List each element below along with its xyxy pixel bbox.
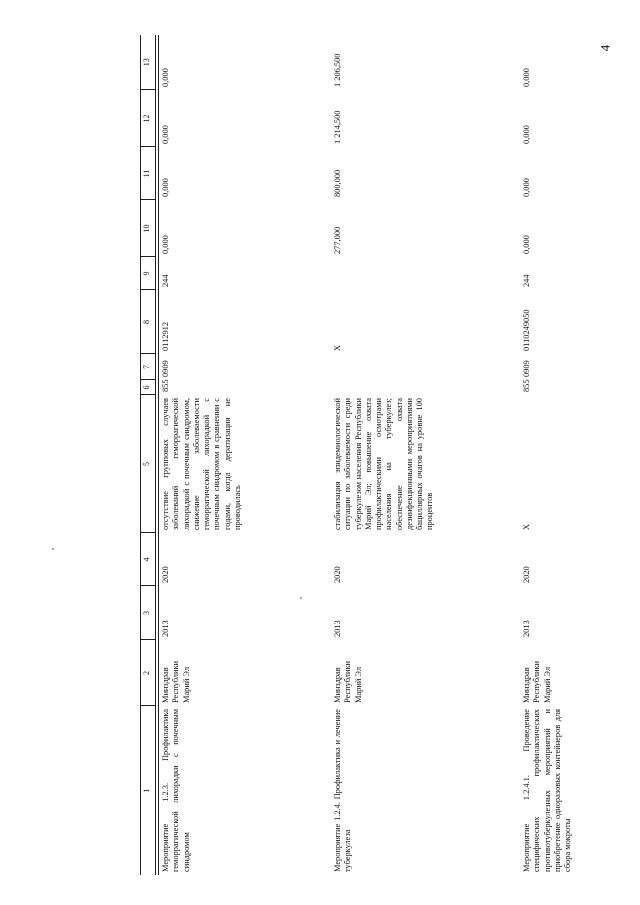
activity-name-cell: Мероприятие 1.2.4. Профилактика и лечение туберкулеза bbox=[333, 709, 353, 872]
grbs-code-cell: 855 bbox=[522, 379, 531, 392]
section-code-cell: 0909 bbox=[522, 360, 531, 377]
column-header: 13 bbox=[141, 35, 156, 90]
expense-type-code-cell: 244 bbox=[522, 274, 531, 287]
amount-cell: 0,000 bbox=[161, 68, 170, 87]
grbs-code-cell bbox=[331, 380, 520, 395]
target-article-code-cell: X bbox=[333, 344, 342, 351]
activity-name-cell: Мероприятие 1.2.3. Профилактика геморрагической лихорадки с почечным синдромом bbox=[161, 709, 191, 872]
table-row bbox=[520, 35, 626, 875]
executor-cell: Минздрав Республики Марий Эл bbox=[161, 660, 191, 703]
scan-speck bbox=[300, 597, 302, 599]
executor-cell: Минздрав Республики Марий Эл bbox=[333, 660, 363, 703]
expected-result-cell: отсутствие групповых случаев заболеваний геморрагической лихорадкой с почечным синдромом, снижение заболеваемости геморрагической лихорадкой с почечным синдромом в сравнении с годами, когда дератизация не проводилась bbox=[161, 398, 242, 530]
amount-cell: 277,000 bbox=[333, 226, 342, 254]
executor-cell: Минздрав Республики Марий Эл bbox=[522, 660, 552, 703]
column-header: 5 bbox=[141, 395, 156, 533]
table-row bbox=[331, 35, 520, 875]
amount-cell: 0,000 bbox=[522, 68, 531, 87]
end-year-cell: 2020 bbox=[161, 566, 170, 583]
target-article-code-cell: 0112912 bbox=[161, 321, 170, 351]
column-header: 11 bbox=[141, 147, 156, 200]
table-row bbox=[159, 35, 332, 875]
end-year-cell: 2020 bbox=[333, 566, 342, 583]
amount-cell: 0,000 bbox=[522, 178, 531, 197]
amount-cell: 0,000 bbox=[161, 235, 170, 254]
section-code-cell bbox=[331, 354, 520, 380]
start-year-cell: 2013 bbox=[333, 620, 342, 637]
expected-result-cell: X bbox=[522, 523, 531, 530]
rotated-table-area bbox=[140, 35, 623, 875]
program-activities-table bbox=[140, 35, 626, 875]
column-header: 12 bbox=[141, 90, 156, 147]
amount-cell: 0,000 bbox=[161, 125, 170, 144]
column-header: 10 bbox=[141, 200, 156, 257]
amount-cell: 0,000 bbox=[522, 125, 531, 144]
amount-cell: 800,000 bbox=[333, 169, 342, 197]
column-header: 7 bbox=[141, 354, 156, 380]
amount-cell: 0,000 bbox=[522, 235, 531, 254]
grbs-code-cell: 855 bbox=[161, 379, 170, 392]
amount-cell: 1 206,500 bbox=[333, 53, 342, 87]
end-year-cell: 2020 bbox=[522, 566, 531, 583]
start-year-cell: 2013 bbox=[522, 620, 531, 637]
column-header: 3 bbox=[141, 586, 156, 640]
amount-cell: 1 214,500 bbox=[333, 110, 342, 144]
target-article-code-cell: 0110249050 bbox=[522, 309, 531, 351]
column-header: 2 bbox=[141, 640, 156, 706]
column-number-header-row bbox=[141, 35, 156, 875]
scan-speck bbox=[52, 548, 54, 550]
activity-name-cell: Мероприятие 1.2.4.1. Проведение специфических профилактических противотуберкулезных мероприятий и приобретение одноразовых контейнеров для сбора мокроты bbox=[522, 709, 572, 872]
column-header: 4 bbox=[141, 533, 156, 586]
column-header: 9 bbox=[141, 257, 156, 290]
expected-result-cell: стабилизация эпидемиологической ситуации по заболеваемости среди туберкулезом населения Республики Марий Эл; повышение охвата профилактическими осмотрами населения на туберкулез; обеспечение охвата дезинфекционными мероприятиями бациллярных очагов на уровне 100 процентов bbox=[333, 398, 435, 530]
expense-type-code-cell: 244 bbox=[161, 274, 170, 287]
column-header: 1 bbox=[141, 706, 156, 875]
column-header: 8 bbox=[141, 290, 156, 354]
column-header: 6 bbox=[141, 380, 156, 395]
section-code-cell: 0909 bbox=[161, 360, 170, 377]
amount-cell: 0,000 bbox=[161, 178, 170, 197]
page-number: 4 bbox=[597, 44, 613, 52]
expense-type-code-cell bbox=[331, 257, 520, 290]
start-year-cell: 2013 bbox=[161, 620, 170, 637]
